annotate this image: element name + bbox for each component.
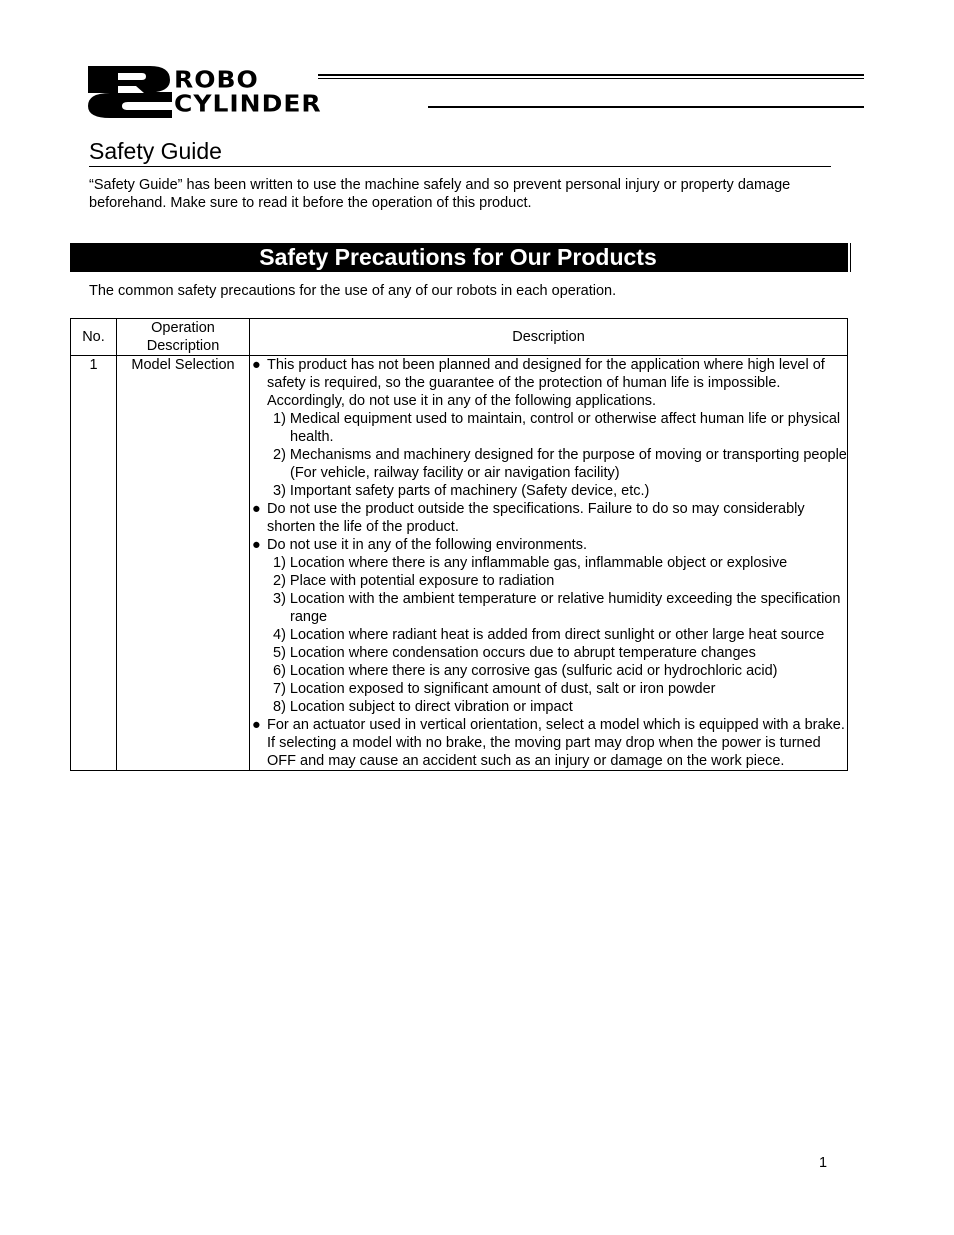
- row-number: 1: [71, 356, 117, 771]
- bullet-dot-icon: ●: [252, 501, 261, 517]
- bullet-text: Do not use the product outside the specifications. Failure to do so may considerably shorten the life of the product.: [267, 501, 805, 535]
- description-sub-item: 8) Location subject to direct vibration or impact: [273, 699, 573, 715]
- header-rule-top: [318, 74, 864, 76]
- rc-logo-mark-icon: [88, 66, 172, 118]
- description-bullet: [250, 536, 847, 554]
- header-operation: [117, 319, 250, 356]
- header-operation-line1: Operation: [151, 320, 215, 336]
- section-banner: [70, 243, 848, 272]
- table-body: [71, 356, 848, 771]
- page-number: 1: [819, 1155, 828, 1171]
- description-sub-item: 5) Location where condensation occurs due to abrupt temperature changes: [273, 645, 756, 661]
- description-sub-item: 6) Location where there is any corrosive gas (sulfuric acid or hydrochloric acid): [273, 663, 778, 679]
- description-sub-item: 1) Location where there is any inflammable gas, inflammable object or explosive: [273, 555, 788, 571]
- header-description: Description: [250, 319, 848, 356]
- header-operation-line2: Description: [146, 338, 220, 354]
- title-underline: [89, 166, 831, 167]
- description-bullet: [250, 716, 847, 770]
- bullet-dot-icon: ●: [252, 357, 261, 373]
- table-row: [71, 356, 848, 771]
- bullet-dot-icon: ●: [252, 717, 261, 733]
- description-sub-item: 2) Place with potential exposure to radiation: [273, 573, 555, 589]
- header-rule-top-thin: [318, 78, 864, 79]
- row-description: [250, 356, 848, 771]
- description-sub-item: 4) Location where radiant heat is added from direct sunlight or other large heat source: [273, 627, 825, 643]
- bullet-text: This product has not been planned and designed for the application where high level of safety is required, so the guarantee of the protection of human life is impossible. Accordingly, do not use it in any of the following applications.: [267, 357, 825, 409]
- description-sub-item: 1) Medical equipment used to maintain, control or otherwise affect human life or physical health.: [273, 411, 841, 445]
- header-no: No.: [71, 319, 117, 356]
- header-rule-middle: [428, 106, 864, 108]
- table-header-row: [71, 319, 848, 356]
- description-sub-item: 3) Important safety parts of machinery (Safety device, etc.): [273, 483, 650, 499]
- intro-paragraph: “Safety Guide” has been written to use the machine safely and so prevent personal injury or property damage beforehand. Make sure to read it before the operation of this product.: [89, 177, 791, 211]
- description-sub-item: 3) Location with the ambient temperature or relative humidity exceeding the specification range: [273, 591, 841, 625]
- description-sub-item: 7) Location exposed to significant amount of dust, salt or iron powder: [273, 681, 716, 697]
- bullet-dot-icon: ●: [252, 537, 261, 553]
- lead-paragraph: The common safety precautions for the use of any of our robots in each operation.: [89, 283, 617, 299]
- page-title: Safety Guide: [89, 138, 222, 164]
- description-bullet: [250, 500, 847, 536]
- logo-word-cylinder: CYLINDER: [174, 90, 322, 117]
- description-sub-item: 2) Mechanisms and machinery designed for the purpose of moving or transporting people (For vehicle, railway facility or air navigation facility): [273, 447, 847, 481]
- bullet-text: Do not use it in any of the following environments.: [267, 537, 587, 553]
- row-operation: Model Selection: [117, 356, 250, 771]
- bullet-text: For an actuator used in vertical orientation, select a model which is equipped with a brake. If selecting a model with no brake, the moving part may drop when the power is turned OFF and may cause an accident such as an injury or damage on the work piece.: [267, 717, 845, 769]
- description-bullet: [250, 356, 847, 410]
- precautions-table: [70, 318, 848, 771]
- section-banner-title: Safety Precautions for Our Products: [259, 244, 657, 270]
- logo-word-robo: ROBO: [174, 66, 259, 93]
